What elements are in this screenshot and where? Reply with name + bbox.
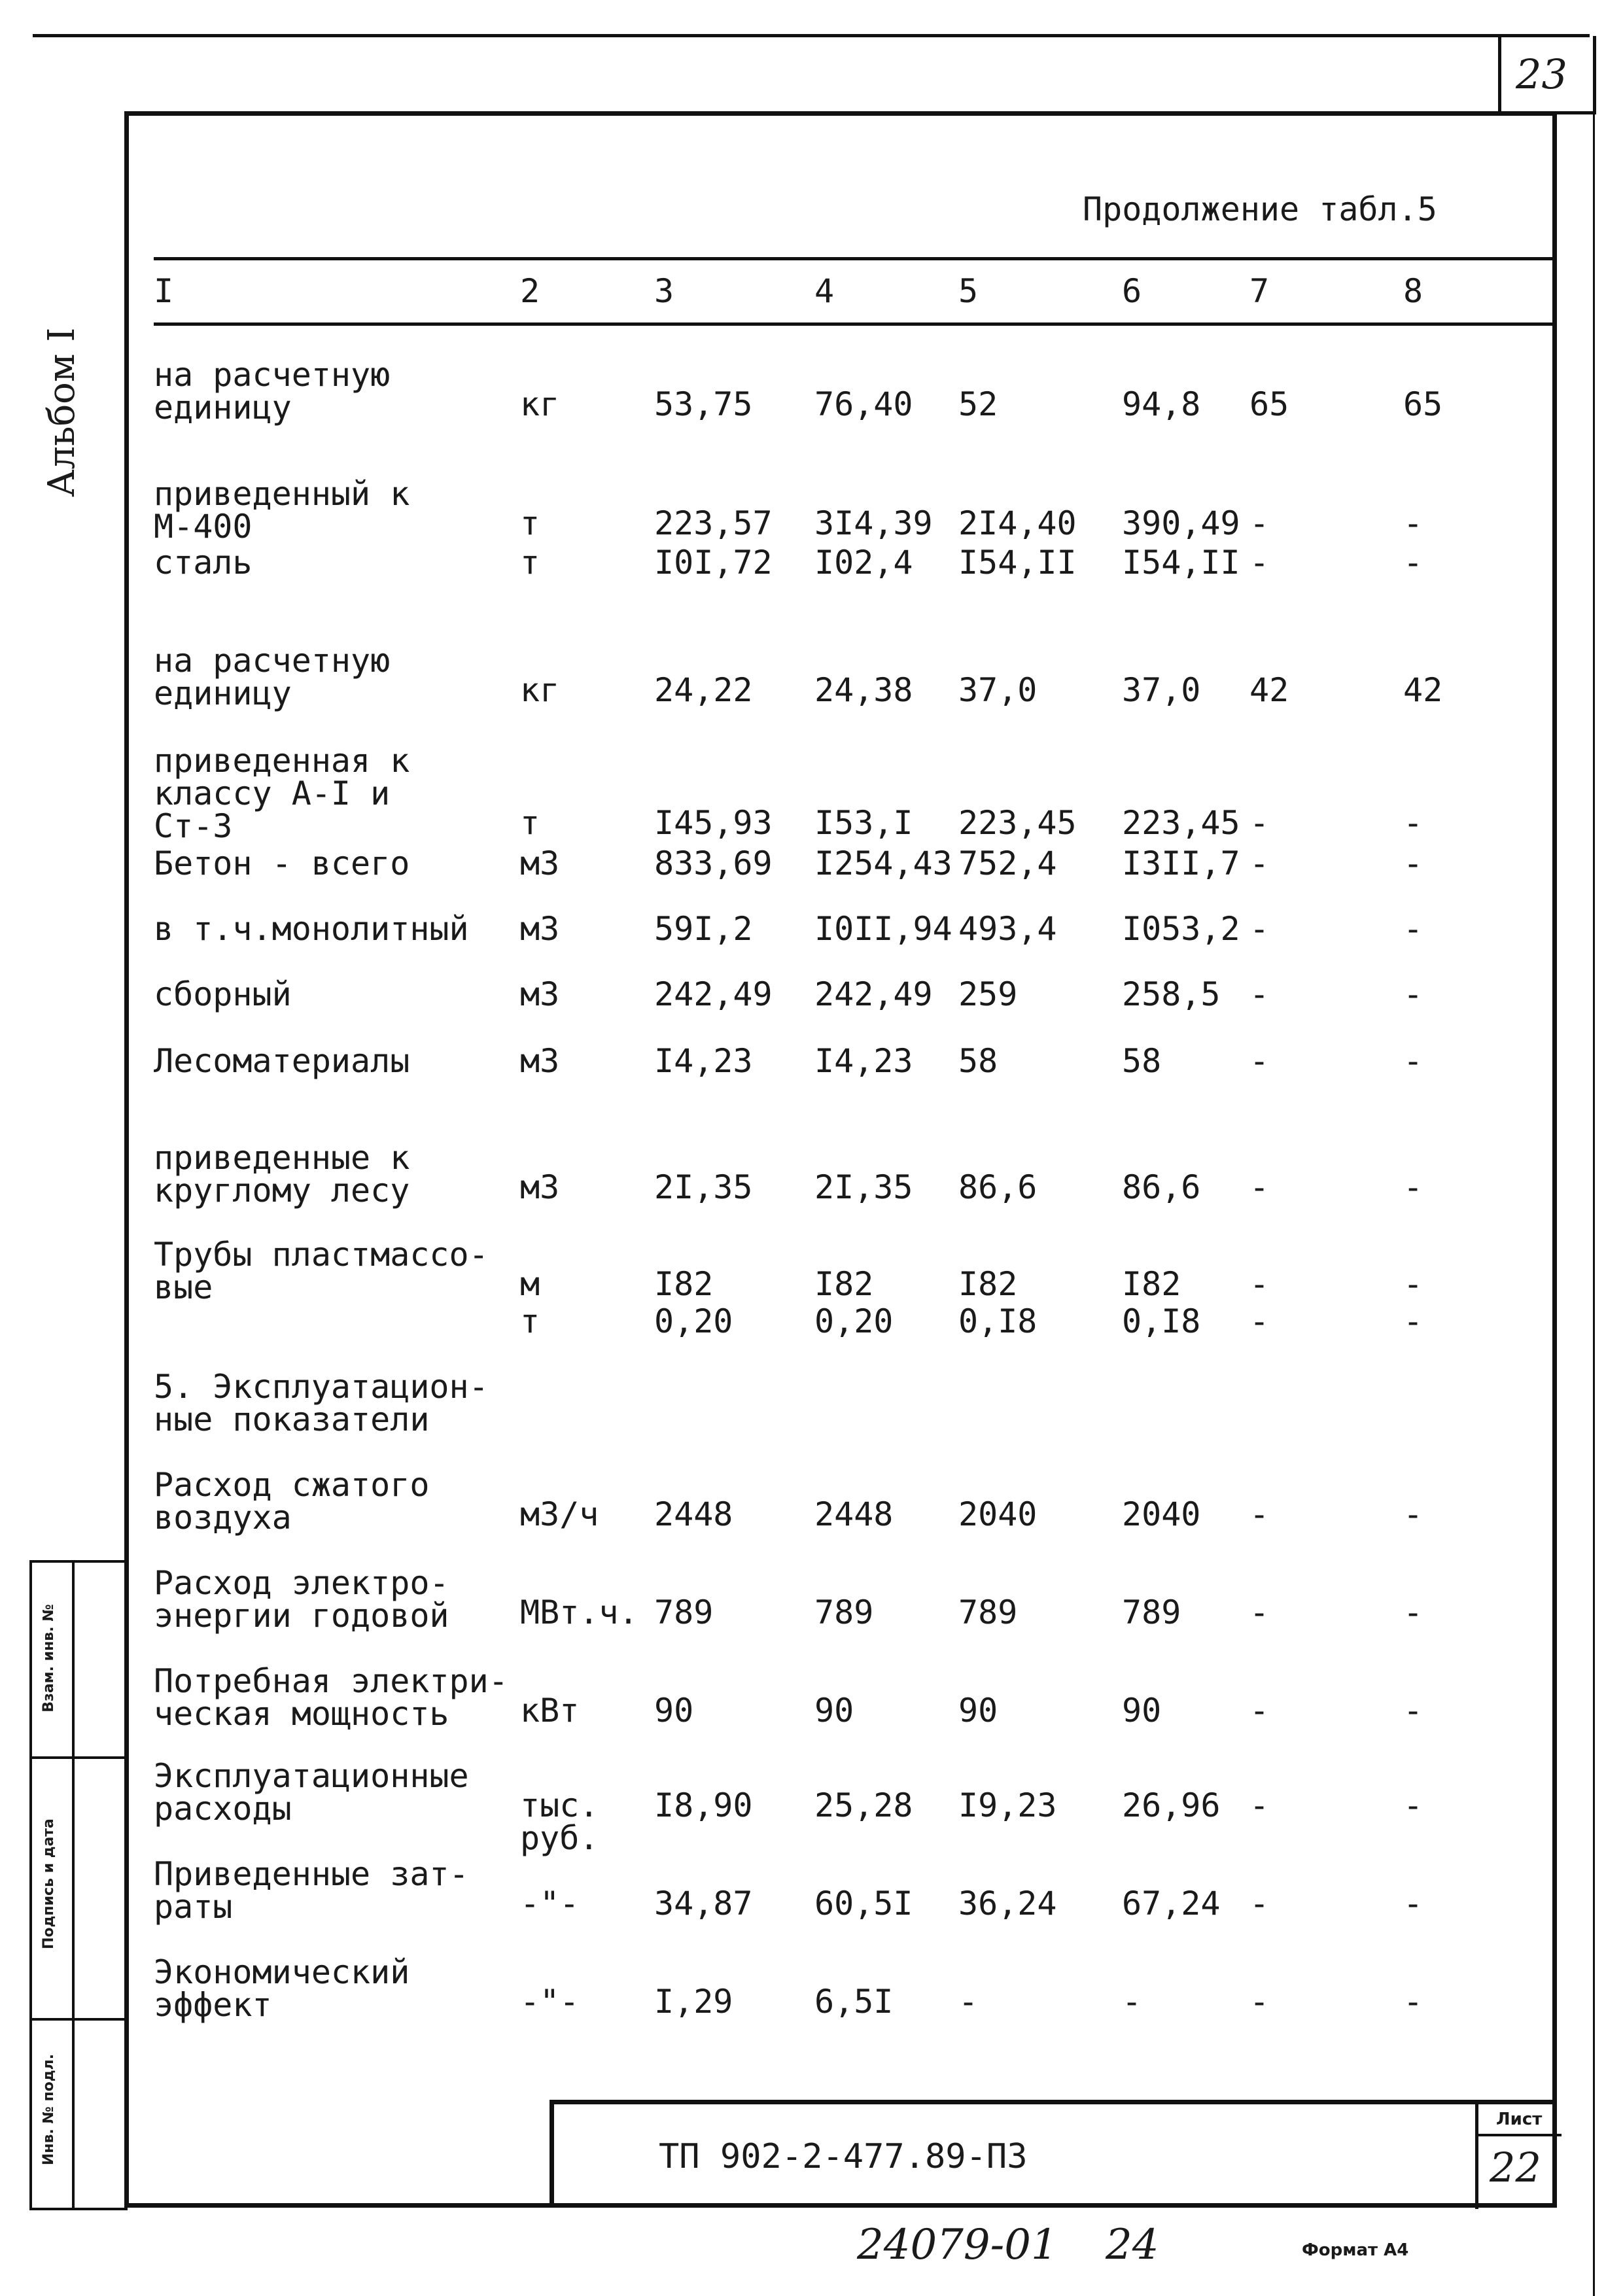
row-value-c5: - — [958, 1983, 979, 2021]
document-code: ТП 902-2-477.89-ПЗ — [659, 2137, 1028, 2176]
inventory-number: 24079-01 — [857, 2221, 1058, 2269]
row-value-c8: - — [1403, 504, 1423, 542]
row-value-c3: 0,20 — [654, 1302, 733, 1340]
column-header: 6 — [1122, 272, 1142, 310]
row-unit: кг — [520, 671, 560, 709]
row-value-c5: 493,4 — [958, 910, 1057, 948]
row-label: на расчетную — [154, 356, 391, 394]
row-value-c3: I0I,72 — [654, 544, 773, 582]
side-stamp-line-1 — [29, 1560, 128, 1563]
row-label: Лесоматериалы — [154, 1042, 410, 1080]
row-value-c5: 0,I8 — [958, 1302, 1038, 1340]
row-value-c4: 6,5I — [814, 1983, 894, 2021]
row-label: Расход сжатого — [154, 1466, 430, 1504]
row-value-c8: - — [1403, 1168, 1423, 1206]
row-value-c6: 26,96 — [1122, 1786, 1221, 1824]
row-value-c7: - — [1249, 1168, 1270, 1206]
row-value-c8: - — [1403, 804, 1423, 842]
row-label: Ст-3 — [154, 807, 233, 845]
row-unit: м3 — [520, 844, 560, 882]
row-value-c7: - — [1249, 1885, 1270, 1922]
row-value-c4: 789 — [814, 1593, 874, 1631]
vzam-inv-label: Взам. инв. № — [41, 1604, 57, 1713]
row-unit: т — [520, 1302, 540, 1340]
row-value-c6: 390,49 — [1122, 504, 1240, 542]
row-value-c7: - — [1249, 1983, 1270, 2021]
row-value-c3: 2448 — [654, 1495, 733, 1533]
row-value-c8: - — [1403, 544, 1423, 582]
row-value-c5: 58 — [958, 1042, 998, 1080]
row-value-c7: - — [1249, 910, 1270, 948]
column-header: 7 — [1249, 272, 1270, 310]
title-block — [550, 2100, 1557, 2208]
row-value-c4: 2448 — [814, 1495, 894, 1533]
row-value-c8: - — [1403, 1265, 1423, 1303]
row-value-c3: 223,57 — [654, 504, 773, 542]
row-value-c7: 65 — [1249, 385, 1289, 423]
row-value-c8: 42 — [1403, 671, 1443, 709]
row-value-c8: - — [1403, 1885, 1423, 1922]
row-unit: м3 — [520, 1168, 560, 1206]
page-number: 23 — [1516, 50, 1567, 98]
row-label: ческая мощность — [154, 1695, 449, 1733]
column-header: 2 — [520, 272, 540, 310]
page-number-box — [1498, 36, 1596, 114]
format-label: Формат А4 — [1302, 2240, 1409, 2260]
row-label: энергии годовой — [154, 1597, 449, 1635]
row-value-c6: 258,5 — [1122, 975, 1221, 1013]
row-label: Расход электро- — [154, 1564, 449, 1602]
row-value-c8: 65 — [1403, 385, 1443, 423]
row-value-c4: I254,43 — [814, 844, 952, 882]
row-value-c5: 223,45 — [958, 804, 1077, 842]
row-value-c8: - — [1403, 1495, 1423, 1533]
row-value-c4: 60,5I — [814, 1885, 913, 1922]
row-value-c7: - — [1249, 1265, 1270, 1303]
row-unit: т — [520, 504, 540, 542]
row-unit: -"- — [520, 1983, 580, 2021]
right-edge-line — [1593, 111, 1595, 2296]
row-value-c6: 94,8 — [1122, 385, 1201, 423]
row-value-c5: 2I4,40 — [958, 504, 1077, 542]
row-value-c3: 2I,35 — [654, 1168, 753, 1206]
row-value-c7: 42 — [1249, 671, 1289, 709]
row-value-c6: 0,I8 — [1122, 1302, 1201, 1340]
row-label: Трубы пластмассо- — [154, 1236, 489, 1274]
row-label: круглому лесу — [154, 1172, 410, 1209]
row-value-c4: 25,28 — [814, 1786, 913, 1824]
row-value-c5: I54,II — [958, 544, 1077, 582]
sheet-box-line — [1475, 2134, 1562, 2136]
column-header: 8 — [1403, 272, 1423, 310]
row-value-c3: I,29 — [654, 1983, 733, 2021]
row-label: ные показатели — [154, 1400, 430, 1438]
row-value-c4: I0II,94 — [814, 910, 952, 948]
row-unit: м3 — [520, 910, 560, 948]
row-label: в т.ч.монолитный — [154, 910, 469, 948]
row-value-c5: 52 — [958, 385, 998, 423]
row-value-c3: I8,90 — [654, 1786, 753, 1824]
sheet-box-divider — [1475, 2104, 1478, 2209]
row-value-c7: - — [1249, 1495, 1270, 1533]
row-value-c5: 752,4 — [958, 844, 1057, 882]
row-unit: кВт — [520, 1692, 580, 1730]
row-value-c3: 24,22 — [654, 671, 753, 709]
column-header: 3 — [654, 272, 674, 310]
row-value-c3: 34,87 — [654, 1885, 753, 1922]
row-value-c8: - — [1403, 975, 1423, 1013]
row-unit: м3/ч — [520, 1495, 599, 1533]
row-label: Бетон - всего — [154, 844, 410, 882]
podpis-data-label: Подпись и дата — [41, 1818, 57, 1949]
row-label: М-400 — [154, 508, 253, 546]
row-value-c3: 242,49 — [654, 975, 773, 1013]
row-value-c7: - — [1249, 1593, 1270, 1631]
row-value-c6: I3II,7 — [1122, 844, 1240, 882]
column-header: 4 — [814, 272, 835, 310]
column-header: I — [154, 272, 174, 310]
row-label: единицу — [154, 674, 292, 712]
row-unit: -"- — [520, 1885, 580, 1922]
column-header: 5 — [958, 272, 979, 310]
row-label: воздуха — [154, 1499, 292, 1537]
row-value-c6: I82 — [1122, 1265, 1181, 1303]
row-value-c3: 90 — [654, 1692, 694, 1730]
row-value-c6: I54,II — [1122, 544, 1240, 582]
row-value-c3: 833,69 — [654, 844, 773, 882]
continuation-label: Продолжение табл.5 — [1083, 190, 1437, 228]
row-unit: т — [520, 804, 540, 842]
row-value-c4: 3I4,39 — [814, 504, 933, 542]
row-value-c3: I4,23 — [654, 1042, 753, 1080]
row-value-c8: - — [1403, 1593, 1423, 1631]
row-value-c3: 789 — [654, 1593, 714, 1631]
row-value-c4: I53,I — [814, 804, 913, 842]
row-value-c6: 58 — [1122, 1042, 1162, 1080]
sheet-number: 22 — [1490, 2144, 1541, 2191]
row-value-c8: - — [1403, 1302, 1423, 1340]
row-value-c7: - — [1249, 544, 1270, 582]
row-label: классу А-I и — [154, 774, 391, 812]
copy-number: 24 — [1106, 2221, 1159, 2269]
row-value-c6: I053,2 — [1122, 910, 1240, 948]
row-value-c4: 24,38 — [814, 671, 913, 709]
row-value-c6: 789 — [1122, 1593, 1181, 1631]
row-value-c6: 86,6 — [1122, 1168, 1201, 1206]
row-value-c7: - — [1249, 975, 1270, 1013]
row-label: Потребная электри- — [154, 1662, 508, 1700]
row-value-c3: 53,75 — [654, 385, 753, 423]
side-stamp-left-edge — [29, 1560, 32, 2208]
row-value-c8: - — [1403, 1786, 1423, 1824]
row-value-c7: - — [1249, 1692, 1270, 1730]
row-value-c3: 59I,2 — [654, 910, 753, 948]
row-label: Эксплуатационные — [154, 1757, 469, 1795]
row-unit: тыс. руб. — [520, 1786, 599, 1857]
row-label: приведенная к — [154, 742, 410, 780]
row-label: расходы — [154, 1790, 292, 1828]
row-value-c4: 2I,35 — [814, 1168, 913, 1206]
row-unit: м3 — [520, 975, 560, 1013]
row-value-c8: - — [1403, 844, 1423, 882]
row-label: сталь — [154, 544, 253, 582]
row-unit: м3 — [520, 1042, 560, 1080]
row-value-c8: - — [1403, 910, 1423, 948]
table-header-line — [154, 322, 1554, 326]
row-value-c7: - — [1249, 1302, 1270, 1340]
row-value-c4: I4,23 — [814, 1042, 913, 1080]
row-label: единицу — [154, 389, 292, 426]
row-value-c4: I82 — [814, 1265, 874, 1303]
row-value-c4: I02,4 — [814, 544, 913, 582]
row-value-c7: - — [1249, 804, 1270, 842]
row-label: Приведенные зат- — [154, 1855, 469, 1893]
row-value-c5: 259 — [958, 975, 1018, 1013]
row-label: 5. Эксплуатацион- — [154, 1368, 489, 1406]
row-value-c5: I9,23 — [958, 1786, 1057, 1824]
top-border-line — [33, 34, 1590, 37]
row-value-c3: I82 — [654, 1265, 714, 1303]
row-unit: МВт.ч. — [520, 1593, 638, 1631]
row-value-c6: 37,0 — [1122, 671, 1201, 709]
row-value-c7: - — [1249, 504, 1270, 542]
row-value-c5: 789 — [958, 1593, 1018, 1631]
row-value-c5: 86,6 — [958, 1168, 1038, 1206]
table-top-line — [154, 257, 1554, 260]
row-unit: т — [520, 544, 540, 582]
row-value-c3: I45,93 — [654, 804, 773, 842]
row-value-c5: 2040 — [958, 1495, 1038, 1533]
row-label: сборный — [154, 975, 292, 1013]
side-stamp-divider — [72, 1560, 75, 2208]
row-value-c4: 90 — [814, 1692, 854, 1730]
row-value-c6: 67,24 — [1122, 1885, 1221, 1922]
row-label: приведенный к — [154, 475, 410, 513]
row-label: раты — [154, 1888, 233, 1926]
row-value-c5: I82 — [958, 1265, 1018, 1303]
row-value-c4: 242,49 — [814, 975, 933, 1013]
row-label: на расчетную — [154, 642, 391, 680]
row-label: Экономический — [154, 1953, 410, 1991]
album-label: Альбом I — [41, 327, 83, 497]
row-value-c7: - — [1249, 844, 1270, 882]
row-label: вые — [154, 1268, 213, 1306]
row-value-c7: - — [1249, 1786, 1270, 1824]
side-stamp-line-4 — [29, 2208, 128, 2210]
row-value-c7: - — [1249, 1042, 1270, 1080]
row-value-c6: 90 — [1122, 1692, 1162, 1730]
row-unit: кг — [520, 385, 560, 423]
row-label: приведенные к — [154, 1139, 410, 1177]
row-value-c8: - — [1403, 1042, 1423, 1080]
sheet-label: Лист — [1496, 2110, 1543, 2129]
row-value-c6: - — [1122, 1983, 1142, 2021]
row-value-c4: 0,20 — [814, 1302, 894, 1340]
row-value-c6: 223,45 — [1122, 804, 1240, 842]
row-value-c8: - — [1403, 1983, 1423, 2021]
row-label: эффект — [154, 1986, 272, 2024]
row-value-c5: 37,0 — [958, 671, 1038, 709]
row-value-c6: 2040 — [1122, 1495, 1201, 1533]
row-value-c5: 90 — [958, 1692, 998, 1730]
row-value-c8: - — [1403, 1692, 1423, 1730]
row-value-c5: 36,24 — [958, 1885, 1057, 1922]
row-unit: м — [520, 1265, 540, 1303]
row-value-c4: 76,40 — [814, 385, 913, 423]
inv-podl-label: Инв. № подл. — [41, 2053, 57, 2166]
